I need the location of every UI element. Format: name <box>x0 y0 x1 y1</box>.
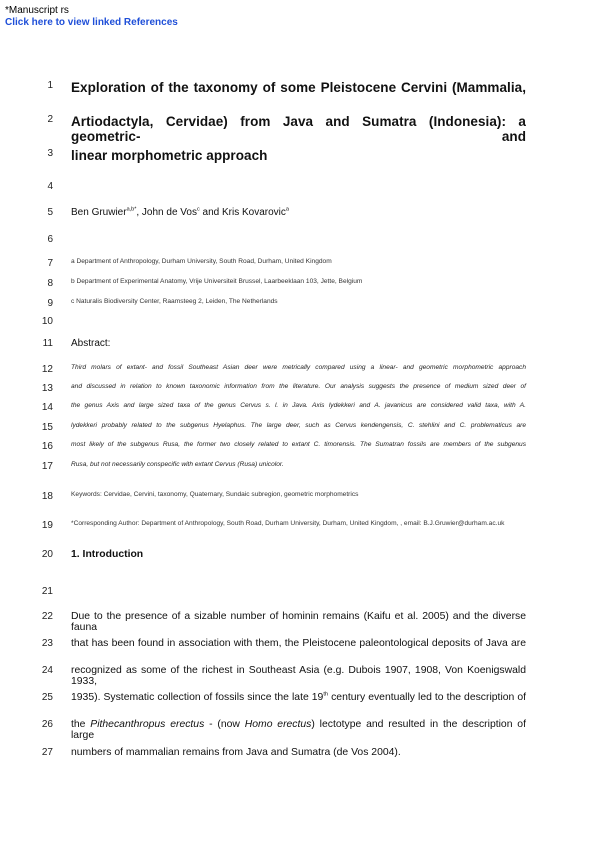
line-text: that has been found in association with them, the Pleistocene paleontological deposits of Java are <box>71 638 526 649</box>
line-text: Abstract: <box>71 338 111 349</box>
line-number: 1 <box>47 80 53 91</box>
line-text: 1. Introduction <box>71 549 144 560</box>
line-text: Due to the presence of a sizable number of hominin remains (Kaifu et al. 2005) and the diverse fauna <box>71 611 526 633</box>
line-number: 10 <box>41 316 53 327</box>
line-text: Rusa, but not necessarily conspecific with extant Cervus (Rusa) unicolor. <box>71 461 284 468</box>
line-number: 17 <box>41 461 53 472</box>
line-number: 14 <box>41 402 53 413</box>
line-number: 9 <box>47 298 53 309</box>
line-number: 5 <box>47 207 53 218</box>
line-text: c Naturalis Biodiversity Center, Raamsteeg 2, Leiden, The Netherlands <box>71 298 278 305</box>
line-text: Artiodactyla, Cervidae) from Java and Sumatra (Indonesia): a geometric- and <box>71 114 526 144</box>
line-number: 16 <box>41 441 53 452</box>
page-header <box>5 5 178 29</box>
line-text: Keywords: Cervidae, Cervini, taxonomy, Quaternary, Sundaic subregion, geometric morphometrics <box>71 491 359 498</box>
line-number: 19 <box>41 520 53 531</box>
line-text: the Pithecanthropus erectus - (now Homo erectus) lectotype and resulted in the description of large <box>71 719 526 741</box>
line-text: b Department of Experimental Anatomy, Vrije Universiteit Brussel, Laarbeeklaan 103, Jette, Belgium <box>71 278 363 285</box>
line-text: lydekkeri probably related to the subgenus Hyelaphus. The large deer, such as Cervus kendengensis, C. stehlini and C. problematicus are <box>71 422 526 429</box>
line-number: 12 <box>41 364 53 375</box>
line-text: a Department of Anthropology, Durham University, South Road, Durham, United Kingdom <box>71 258 332 265</box>
line-text: Third molars of extant- and fossil Southeast Asian deer were metrically compared using a linear- and geometric morphometric approach <box>71 364 526 371</box>
line-number: 15 <box>41 422 53 433</box>
line-number: 22 <box>41 611 53 622</box>
line-text: 1935). Systematic collection of fossils since the late 19th century eventually led to the description of <box>71 691 526 703</box>
line-number: 3 <box>47 148 53 159</box>
line-number: 13 <box>41 383 53 394</box>
line-number: 4 <box>47 181 53 192</box>
line-text: Exploration of the taxonomy of some Pleistocene Cervini (Mammalia, <box>71 80 526 95</box>
line-number: 18 <box>41 491 53 502</box>
line-number: 23 <box>41 638 53 649</box>
line-text: numbers of mammalian remains from Java and Sumatra (de Vos 2004). <box>71 747 401 758</box>
manuscript-label: *Manuscript rs <box>5 5 69 16</box>
line-number: 7 <box>47 258 53 269</box>
line-number: 24 <box>41 665 53 676</box>
line-text: and discussed in relation to known taxonomic information from the literature. Our analysis suggests the presence of medium sized deer of <box>71 383 526 390</box>
line-number: 25 <box>41 692 53 703</box>
line-text: Ben Gruwier$^{a,b*}$, John de Vos$^c$ and Kris Kovarovic$^a$ <box>71 206 289 218</box>
line-text: recognized as some of the richest in Southeast Asia (e.g. Dubois 1907, 1908, Von Koenigswald 1933, <box>71 665 526 687</box>
view-references-link[interactable]: Click here to view linked References <box>5 17 178 28</box>
line-text: *Corresponding Author: Department of Anthropology, South Road, Durham University, Durham, United Kingdom, , email: B.J.Gruwier@durham.ac.uk <box>71 520 505 527</box>
line-text: most likely of the subgenus Rusa, the former two closely related to extant C. timorensis. The Sumatran fossils are members of the subgenus <box>71 441 526 448</box>
line-number: 8 <box>47 278 53 289</box>
line-number: 21 <box>41 586 53 597</box>
line-number: 11 <box>42 338 53 349</box>
line-number: 26 <box>41 719 53 730</box>
line-text: the genus Axis and large sized taxa of the genus Cervus s. l. in Java. Axis lydekkeri and A. javanicus are considered valid taxa, with A. <box>71 402 526 409</box>
line-number: 6 <box>47 234 53 245</box>
line-number: 20 <box>41 549 53 560</box>
line-text: linear morphometric approach <box>71 148 268 163</box>
line-number: 2 <box>47 114 53 125</box>
line-number: 27 <box>41 747 53 758</box>
